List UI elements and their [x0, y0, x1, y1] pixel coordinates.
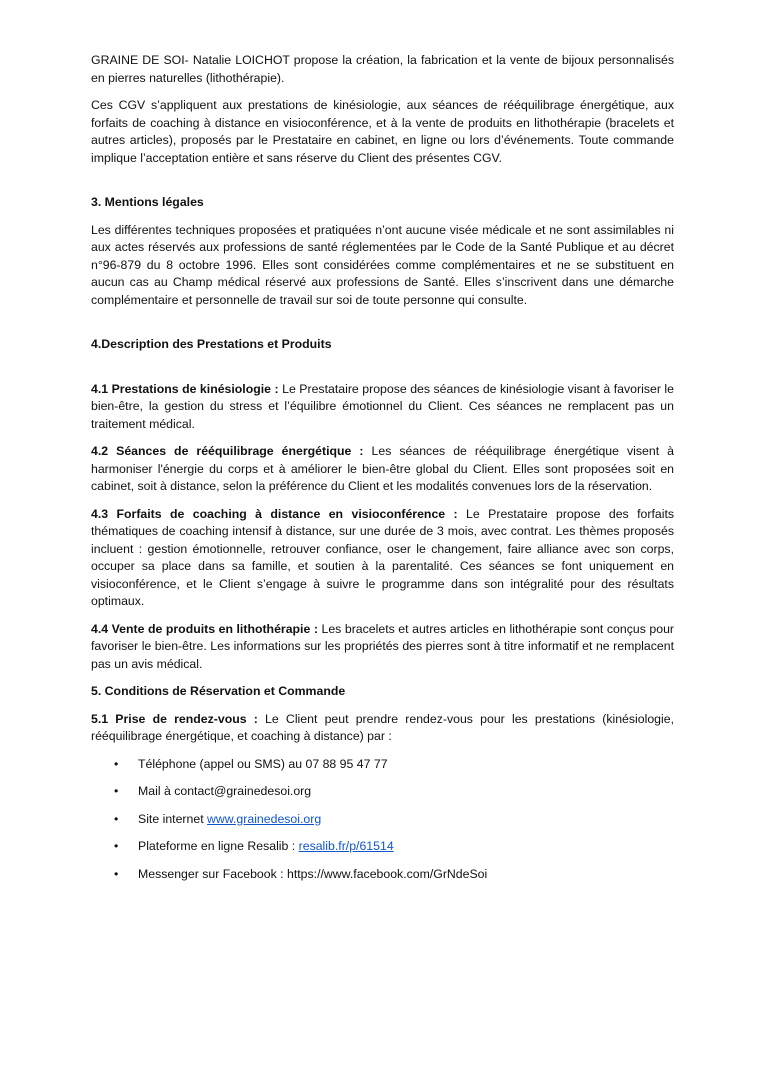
resalib-link[interactable]: resalib.fr/p/61514	[298, 839, 394, 853]
list-item-resalib	[91, 838, 674, 856]
section-4-4-label: 4.4 Vente de produits en lithothérapie :	[91, 621, 318, 636]
website-link[interactable]: www.grainedesoi.org	[207, 811, 322, 826]
section-4-heading: 4.Description des Prestations et Produits	[91, 337, 332, 351]
mail-text: Mail à contact@grainedesoi.org	[138, 784, 312, 798]
bullet-icon: •	[114, 811, 119, 826]
bullet-icon: •	[114, 756, 119, 771]
section-4-1-paragraph	[91, 381, 674, 434]
section-5-1-paragraph	[91, 711, 674, 746]
list-item-phone	[91, 756, 674, 774]
contact-list	[91, 756, 674, 884]
intro-paragraph-1: GRAINE DE SOI- Natalie LOICHOT propose la création, la fabrication et la vente de bijoux personnalisés en pierres naturelles (lithothérapie).	[91, 53, 674, 85]
intro-paragraph-2: Ces CGV s’appliquent aux prestations de kinésiologie, aux séances de rééquilibrage énergétique, aux forfaits de coaching à distance en visioconférence, et à la vente de produits en lithothérapie (bracelets et autres articles), proposés par le Prestataire en cabinet, en ligne ou lors d’événements. Toute commande implique l’acceptation entière et sans réserve du Client des présentes CGV.	[91, 98, 674, 165]
section-4-4-paragraph	[91, 621, 674, 674]
section-4-3-text: Le Prestataire propose des forfaits thématiques de coaching intensif à distance, sur une durée de 3 mois, avec contrat. Les thèmes proposés incluent : gestion émotionnelle, retrouver confiance, oser le changement, faire alliance avec son corps, occuper sa place dans sa famille, et soutien à la parentalité. Ces séances se font uniquement en visioconférence, et le Client s’engage à suivre le programme dans son intégralité pour des résultats optimaux.	[91, 506, 675, 608]
section-3-body: Les différentes techniques proposées et pratiquées n’ont aucune visée médicale et ne sont assimilables ni aux actes réservés aux professions de santé réglementées par le Code de la Santé Publique et au décret n°96-879 du 8 octobre 1996. Elles sont considérées comme complémentaires et ne se substituent en aucun cas au Champ médical réservé aux professions de Santé. Elles s’inscrivent dans une démarche complémentaire et personnelle de travail sur soi de toute personne qui consulte.	[91, 222, 674, 307]
bullet-icon: •	[114, 866, 119, 881]
section-4-1-text: Le Prestataire propose des séances de kinésiologie visant à favoriser le bien-être, la gestion du stress et l’équilibre émotionnel du Client. Ces séances ne remplacent pas un traitement médical.	[91, 381, 674, 431]
section-4-4-text: Les bracelets et autres articles en lithothérapie sont conçus pour favoriser le bien-être. Les informations sur les propriétés des pierres sont à titre informatif et ne remplacent pas un avis médical.	[91, 621, 675, 671]
section-5-1-text: Le Client peut prendre rendez-vous pour les prestations (kinésiologie, rééquilibrage énergétique, et coaching à distance) par :	[91, 711, 675, 743]
section-4-1-label: 4.1 Prestations de kinésiologie :	[91, 381, 279, 396]
list-item-website	[91, 811, 674, 829]
phone-text: Téléphone (appel ou SMS) au 07 88 95 47 77	[138, 756, 388, 771]
section-4-2-label: 4.2 Séances de rééquilibrage énergétique :	[91, 444, 364, 458]
resalib-prefix: Plateforme en ligne Resalib :	[138, 839, 299, 853]
list-item-messenger	[91, 866, 674, 884]
section-4-3-label: 4.3 Forfaits de coaching à distance en visioconférence :	[91, 506, 458, 521]
section-4-3-paragraph	[91, 506, 674, 611]
section-4-2-paragraph	[91, 443, 674, 496]
section-5-heading: 5. Conditions de Réservation et Commande	[91, 684, 346, 698]
section-3-heading: 3. Mentions légales	[91, 195, 204, 209]
document-page	[91, 52, 674, 893]
messenger-text: Messenger sur Facebook : https://www.facebook.com/GrNdeSoi	[138, 866, 488, 881]
section-5-1-label: 5.1 Prise de rendez-vous :	[91, 711, 258, 726]
bullet-icon: •	[114, 784, 119, 798]
section-4-2-text: Les séances de rééquilibrage énergétique visent à harmoniser l'énergie du corps et à améliorer le bien-être global du Client. Elles sont proposées soit en cabinet, soit à distance, selon la préférence du Client et les modalités convenues lors de la réservation.	[91, 444, 674, 493]
website-prefix: Site internet	[138, 811, 208, 826]
bullet-icon: •	[114, 839, 119, 853]
list-item-mail	[91, 783, 674, 801]
